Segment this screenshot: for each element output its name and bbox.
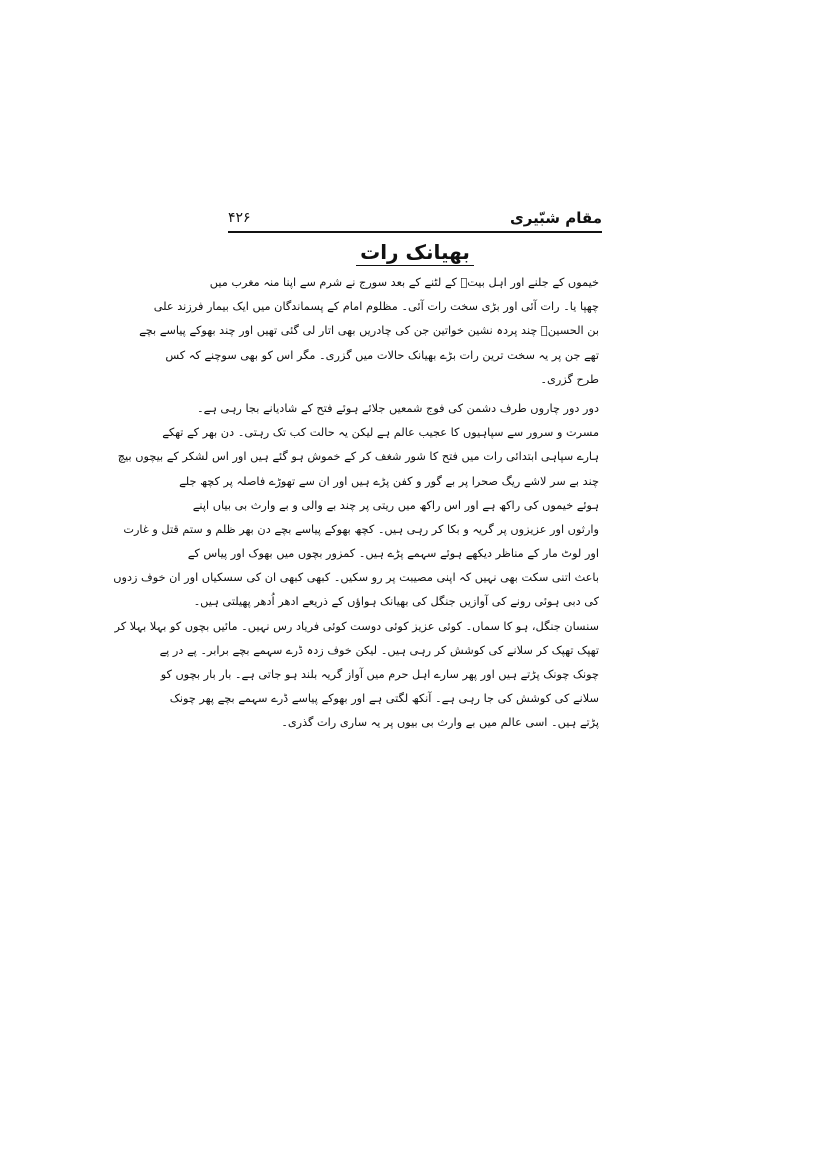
text-line: طرح گزری۔ (540, 372, 599, 386)
paragraph-1 (139, 271, 599, 392)
text-line: چونک چونک پڑتے ہیں اور پھر سارے اہل حرم میں آواز گریہ بلند ہو جاتی ہے۔ بار بار بچوں کو (160, 668, 599, 681)
text-line: اور لوٹ مار کے مناظر دیکھے ہوئے سہمے پڑے ہیں۔ کمزور بچوں میں بھوک اور پیاس کے (187, 547, 599, 561)
section-heading-text: بھیانک رات (356, 240, 474, 266)
text-line: چھپا یا۔ رات آئی اور بڑی سخت رات آئی۔ مظلوم امام کے پسماندگان میں ایک بیمار فرزند علی (153, 300, 599, 314)
section-heading (228, 238, 602, 266)
text-line: باعث اتنی سکت بھی نہیں کہ اپنی مصیبت پر رو سکیں۔ کبھی کبھی ان کی سسکیاں اور ان خوف زدوں (113, 571, 599, 585)
text-line: ہارے سپاہی ابتدائی رات میں فتح کا شور شغف کر کے خموش ہو گئے ہیں اور اس لشکر کے بیچوں بیچ (117, 450, 599, 464)
text-line: پڑتے ہیں۔ اسی عالم میں بے وارث بی بیوں پر یہ ساری رات گذری۔ (281, 716, 599, 730)
text-line: دور دور چاروں طرف دشمن کی فوج شمعیں جلائے ہوئے فتح کے شادیانے بجا رہی ہے۔ (196, 401, 599, 415)
page-header (228, 208, 602, 230)
text-line: تھے جن پر یہ سخت ترین رات بڑے بھیانک حالات میں گزری۔ مگر اس کو بھی سوچنے کہ کس (165, 348, 599, 362)
text-line: کی دبی ہوئی رونے کی آوازیں جنگل کی بھیانک ہواؤں کے ذریعے ادھر اُدھر پھیلتی ہیں۔ (193, 595, 599, 609)
text-line: ہوئے خیموں کی راکھ ہے اور اس راکھ میں ریتی پر چند بے والی و بے وارث بی بیاں اپنے (192, 498, 599, 512)
text-line: مسرت و سرور سے سپاہیوں کا عجیب عالم ہے لیکن یہ حالت کب تک رہتی۔ دن بھر کے تھکے (162, 426, 599, 440)
text-line: وارثوں اور عزیزوں پر گریہ و بکا کر رہی ہیں۔ کچھ بھوکے پیاسے بچے دن بھر ظلم و ستم قتل و غارت (123, 522, 599, 536)
body-text (113, 271, 599, 736)
text-line: خیموں کے جلنے اور اہل بیتؑ کے لٹنے کے بعد سورج نے شرم سے اپنا منہ مغرب میں (209, 276, 599, 289)
page-number: ۴۲۶ (228, 210, 251, 226)
running-title: مقام شبّیری (509, 209, 602, 227)
text-line: چند بے سر لاشے ریگ صحرا پر بے گور و کفن پڑے ہیں اور ان سے تھوڑے فاصلہ پر کچھ جلے (179, 474, 599, 488)
text-line: سلانے کی کوشش کی جا رہی ہے۔ آنکھ لگتی ہے اور بھوکے پیاسے ڈرے سہمے بچے پھر چونک (169, 692, 599, 706)
text-line: سنسان جنگل، ہو کا سماں۔ کوئی عزیز کوئی دوست کوئی فریاد رس نہیں۔ مائیں بچوں کو بہلا بہلا کر (114, 619, 599, 633)
header-rule (228, 231, 602, 233)
text-line: تھپک تھپک کر سلانے کی کوشش کر رہی ہیں۔ لیکن خوف زدہ ڈرے سہمے بچے برابر۔ پے در پے (159, 643, 599, 657)
paragraph-2 (113, 397, 599, 736)
text-line: بن الحسینؑ چند پردہ نشین خواتین جن کی چادریں بھی اتار لی گئی تھیں اور چند بھوکے پیاسے بچے (139, 324, 599, 338)
